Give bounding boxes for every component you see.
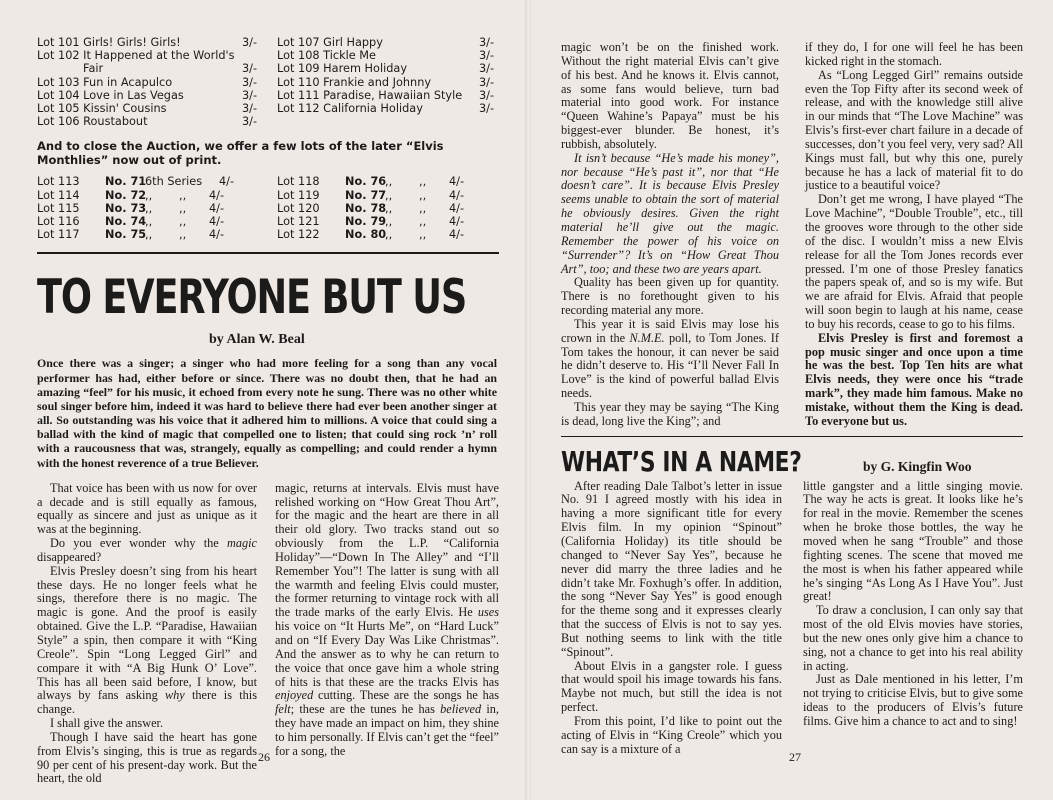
- paragraph: Just as Dale mentioned in his letter, I’m not trying to criticise Elvis, but to give some ideas to the producers of Elvis’s future films. Give him a chance to act and to sing!: [803, 672, 1023, 728]
- lot-price: 3/-: [479, 88, 495, 102]
- monthly-issue-number: No. 71: [105, 175, 147, 189]
- paragraph: Quality has been given up for quantity. There is no forethought given to his recording material any more.: [561, 275, 779, 318]
- lot-price: 3/-: [242, 62, 258, 76]
- ditto-mark: ,,: [179, 188, 187, 202]
- monthly-issue-number: No. 72: [105, 188, 147, 202]
- monthly-issue-number: No. 76: [345, 175, 387, 189]
- paragraph: As “Long Legged Girl” remains outside even the Top Fifty after its second week of release, and with the knowledge still alive in our minds that “The Love Machine” was Elvis’s first-ever chart failure in a decade of successes, don’t you feel very, very sad? All Kings must fall, but why this one, purely because he has a lack of material fit to do justice to a beautiful voice?: [805, 67, 1023, 193]
- paragraph: About Elvis in a gangster role. I guess that would spoil his image towards his fans. Maybe not much, but still the idea is not perfect.: [561, 658, 782, 715]
- paragraph: This year they may be saying “The King is dead, long live the King”; and: [561, 399, 779, 428]
- section-divider: [37, 252, 499, 254]
- lot-title: Lot 101 Girls! Girls! Girls!: [37, 36, 181, 49]
- ditto-mark: ,,: [419, 175, 427, 189]
- ditto-mark: ,,: [385, 201, 393, 215]
- ditto-mark: ,,: [419, 215, 427, 229]
- lot-title: Lot 106 Roustabout: [37, 115, 148, 129]
- lot-price: 3/-: [242, 36, 258, 49]
- monthly-lot-number: Lot 119: [277, 188, 320, 202]
- monthly-issue-number: No. 78: [345, 201, 387, 215]
- ditto-mark: ,,: [385, 175, 393, 189]
- paragraph: To draw a conclusion, I can only say that most of the old Elvis movies have stories, but the new ones only give him a chance to sing, not a chance to get into his real ability in acting.: [803, 603, 1023, 673]
- lot-row: [277, 62, 499, 75]
- ditto-mark: ,,: [179, 215, 187, 229]
- article-intro: Once there was a singer; a singer who had more feeling for a song than any vocal performer has had, either before or since. There was no doubt then, that he had an amazing “feel” for his music, it echoed from every note he sung. There was no other white soul singer before him, indeed it was hard to believe there had ever been another singer at all. So outstanding was his voice that it adhered him to millions. A voice that could sing a ballad with the kind of magic that compelled one to listen; that could sing rock ’n’ roll with a raucousness that was, strangely, equally as compelling; and could render a hymn with the honest reverence of a true Believer.: [37, 356, 497, 470]
- article-column-1: [37, 482, 257, 787]
- monthlies-left-column: [37, 175, 262, 241]
- monthly-lot-row: [37, 189, 262, 202]
- article-column-4: [805, 41, 1023, 429]
- lot-title: Lot 102 It Happened at the World's: [37, 49, 235, 63]
- monthly-lot-row: [277, 228, 499, 241]
- ditto-mark: ,,: [385, 228, 393, 242]
- monthly-lot-row: [277, 189, 499, 202]
- lot-title: Lot 103 Fun in Acapulco: [37, 75, 173, 89]
- article2-byline: by G. Kingfin Woo: [863, 458, 972, 474]
- monthly-issue-number: No. 75: [105, 228, 147, 242]
- monthly-lot-row: [277, 215, 499, 228]
- page-number: 26: [258, 750, 270, 764]
- paragraph: Elvis Presley is first and foremost a pop music singer and once upon a time he was the best. Top Ten hits are what Elvis needs, they were once his “trade mark”, they made him famous. Make no mistake, without them the King is dead. To everyone but us.: [805, 330, 1023, 428]
- lot-row: [277, 49, 499, 62]
- section-divider: [561, 436, 1023, 437]
- ditto-mark: ,,: [385, 215, 393, 229]
- ditto-mark: ,,: [145, 188, 153, 202]
- lot-price: 3/-: [242, 102, 258, 116]
- monthlies-right-column: [277, 175, 499, 241]
- paragraph: if they do, I for one will feel he has been kicked right in the stomach.: [805, 40, 1023, 68]
- paragraph: Elvis Presley doesn’t sing from his heart these days. He no longer feels what he sings, therefore there is no magic. The magic is gone. And the proof is easily obtained. Give the L.P. “Paradise, Hawaiian Style” a spin, then compare it with “King Creole”. Spin “Long Legged Girl” and compare it with “A Big Hunk O’ Love”. This has all been said before, I know, but always by fans asking why there is this change.: [37, 563, 257, 717]
- paragraph: little gangster and a little singing movie. The way he acts is great. It looks like he’s for real in the movie. Remember the scenes when he broke those bottles, the way he moved when he sang “Trouble” and those fighting scenes. The scene that moved me the most is when his father appeared while he’s singing “As Long As I Have You”. Just great!: [803, 478, 1023, 604]
- ditto-mark: ,,: [419, 188, 427, 202]
- monthly-price: 4/-: [449, 188, 465, 202]
- lot-price: 3/-: [242, 115, 258, 129]
- monthly-lot-row: [37, 215, 262, 228]
- monthly-lot-number: Lot 117: [37, 228, 80, 242]
- auction-lots-left-column: [37, 36, 262, 128]
- lot-row: [277, 102, 499, 115]
- monthly-price: 4/-: [449, 201, 465, 215]
- page-number: 27: [789, 750, 801, 764]
- lot-price: 3/-: [479, 49, 495, 63]
- monthly-lot-number: Lot 120: [277, 201, 320, 215]
- monthly-price: 4/-: [209, 188, 225, 202]
- article2-column-2: [803, 480, 1023, 757]
- lot-title: Lot 112 California Holiday: [277, 102, 423, 116]
- monthlies-lots-table: [37, 175, 499, 241]
- article-column-3: [561, 41, 779, 429]
- lot-price: 3/-: [479, 75, 495, 89]
- auction-closing-note: And to close the Auction, we offer a few lots of the later “Elvis Monthlies” now out of print.: [37, 139, 444, 167]
- monthly-issue-number: No. 80: [345, 228, 387, 242]
- right-page: [531, 0, 1053, 800]
- lot-row: [277, 76, 499, 89]
- ditto-mark: ,,: [385, 188, 393, 202]
- lot-title: Lot 110 Frankie and Johnny: [277, 75, 432, 89]
- paragraph: magic won’t be on the finished work. Without the right material Elvis can’t give of his best. And he knows it. Elvis cannot, as some fans would believe, turn bad material into good work. For instance “Queen Wahine’s Papaya” must be his biggest-ever blunder. Be honest, it’s rubbish, absolutely.: [561, 40, 779, 151]
- article-headline: TO EVERYONE BUT US: [37, 270, 467, 326]
- paragraph: I shall give the answer.: [50, 716, 164, 731]
- lot-row: [37, 115, 262, 128]
- monthly-issue-number: No. 73: [105, 201, 147, 215]
- article-column-2: [275, 482, 499, 787]
- ditto-mark: ,,: [145, 228, 153, 242]
- lot-row: [277, 36, 499, 49]
- paragraph: This year it is said Elvis may lose his crown in the N.M.E. poll, to Tom Jones. If Tom takes the honour, it can never be said he didn’t deserve to. His “I’ll Never Fall In Love” is the kind of powerful ballad Elvis needs.: [561, 316, 779, 401]
- monthly-series: 6th Series: [145, 175, 203, 189]
- monthly-price: 4/-: [209, 215, 225, 229]
- lot-row: [37, 62, 262, 75]
- article-byline: by Alan W. Beal: [209, 332, 305, 348]
- monthly-lot-row: [277, 175, 499, 188]
- left-page: [0, 0, 525, 800]
- lot-title: Lot 111 Paradise, Hawaiian Style: [277, 88, 463, 102]
- monthly-issue-number: No. 79: [345, 215, 387, 229]
- article2-column-1: [561, 480, 782, 757]
- auction-lots-right-column: [277, 36, 499, 128]
- lot-price: 3/-: [479, 62, 495, 76]
- monthly-lot-number: Lot 122: [277, 228, 320, 242]
- monthly-price: 4/-: [449, 175, 465, 189]
- lot-price: 3/-: [242, 75, 258, 89]
- monthly-lot-number: Lot 115: [37, 201, 80, 215]
- paragraph: Do you ever wonder why the magic disappeared?: [37, 536, 257, 564]
- lot-price: 3/-: [242, 88, 258, 102]
- paragraph: Though I have said the heart has gone from Elvis’s singing, this is true as regards 90 per cent of his present-day work. But the heart, the old: [37, 729, 257, 786]
- lot-title: Lot 108 Tickle Me: [277, 49, 377, 63]
- monthly-lot-number: Lot 113: [37, 175, 80, 189]
- lot-row: [37, 36, 262, 49]
- monthly-price: 4/-: [449, 215, 465, 229]
- lot-price: 3/-: [479, 36, 495, 49]
- ditto-mark: ,,: [145, 201, 153, 215]
- lot-price: 3/-: [479, 102, 495, 116]
- ditto-mark: ,,: [145, 215, 153, 229]
- ditto-mark: ,,: [419, 201, 427, 215]
- monthly-lot-number: Lot 121: [277, 215, 320, 229]
- monthly-lot-number: Lot 118: [277, 175, 320, 189]
- lot-row: [277, 89, 499, 102]
- monthly-lot-row: [37, 202, 262, 215]
- paragraph: magic, returns at intervals. Elvis must have relished working on “How Great Thou Art”, for the magic and the heart are there in all their old glory. Two tracks stand out so obviously from the L.P. “California Holiday”—“Down In The Alley” and “I’ll Remember You”! The latter is sung with all the warmth and feeling Elvis could muster, the former returning to vintage rock with all the trade marks of the early Elvis. He uses his voice on “It Hurts Me”, on “Hard Luck” and on “If Every Day Was Like Christmas”. And the answer as to why he can return to the voice that once gave him a whole string of hits is that these are the tracks Elvis has enjoyed cutting. These are the songs he has felt; these are the tunes he has believed in, they have made an impact on him, they shine to him personally. If Elvis can’t get the “feel” for a song, the: [275, 480, 499, 758]
- monthly-price: 4/-: [219, 175, 235, 189]
- monthly-issue-number: No. 74: [105, 215, 147, 229]
- lot-row: [37, 89, 262, 102]
- lot-row: [37, 76, 262, 89]
- article2-headline: WHAT’S IN A NAME?: [561, 444, 802, 478]
- lot-title: Lot 104 Love in Las Vegas: [37, 88, 184, 102]
- auction-lots-table: [37, 36, 499, 128]
- monthly-lot-row: [37, 228, 262, 241]
- monthly-issue-number: No. 77: [345, 188, 387, 202]
- lot-title: Lot 109 Harem Holiday: [277, 62, 408, 76]
- monthly-lot-number: Lot 114: [37, 188, 80, 202]
- lot-row: [37, 49, 262, 62]
- lot-price: [242, 49, 262, 62]
- lot-title: Lot 107 Girl Happy: [277, 36, 383, 49]
- monthly-lot-number: Lot 116: [37, 215, 80, 229]
- ditto-mark: ,,: [179, 201, 187, 215]
- paragraph: From this point, I’d like to point out the acting of Elvis in “King Creole” which you can say is a mixture of a: [561, 713, 782, 756]
- lot-row: [37, 102, 262, 115]
- monthly-price: 4/-: [209, 201, 225, 215]
- monthly-lot-row: [277, 202, 499, 215]
- paragraph: That voice has been with us now for over a decade and is still equally as famous, equally as sincere and just as unique as it was at the beginning.: [37, 480, 257, 537]
- paragraph: It isn’t because “He’s made his money”, nor because “He’s past it”, nor that “He doesn’t care”. It is because Elvis Presley seems unable to obtain the sort of material he obviously desires. Given the right material he’ll give out the magic. Remember the power of his voice on “Surrender”? It’s on “How Great Thou Art”, too; and these two are years apart.: [561, 150, 779, 276]
- lot-title: Lot 105 Kissin' Cousins: [37, 102, 167, 116]
- lot-title: Fair: [83, 62, 104, 76]
- paragraph: After reading Dale Talbot’s letter in issue No. 91 I agreed mostly with his idea in having a more significant title for every Elvis film. In my opinion “Spinout” (California Holiday) its title should be changed to “Never Say Yes”, because he never did marry the three ladies and he didn’t take Mr. Foxhugh’s offer. In addition, the song “Never Say Yes” is good enough for the theme song and it expresses clearly that the success of Elvis is not to say yes. But nothing seems to link with the title “Spinout”.: [561, 478, 782, 659]
- paragraph: Don’t get me wrong, I have played “The Love Machine”, “Double Trouble”, etc., till the grooves wore through to the other side of the disc. I wouldn’t miss a new Elvis release for all the Tom Jones records ever pressed. I’m one of those Presley fanatics the papers speak of, and so is my wife. But we are afraid for Elvis. Afraid that people will soon begin to laugh at his name, cease to buy his records, cease to go to his films.: [805, 192, 1023, 331]
- ditto-mark: ,,: [419, 228, 427, 242]
- monthly-lot-row: [37, 175, 262, 188]
- monthly-price: 4/-: [449, 228, 465, 242]
- monthly-price: 4/-: [209, 228, 225, 242]
- ditto-mark: ,,: [179, 228, 187, 242]
